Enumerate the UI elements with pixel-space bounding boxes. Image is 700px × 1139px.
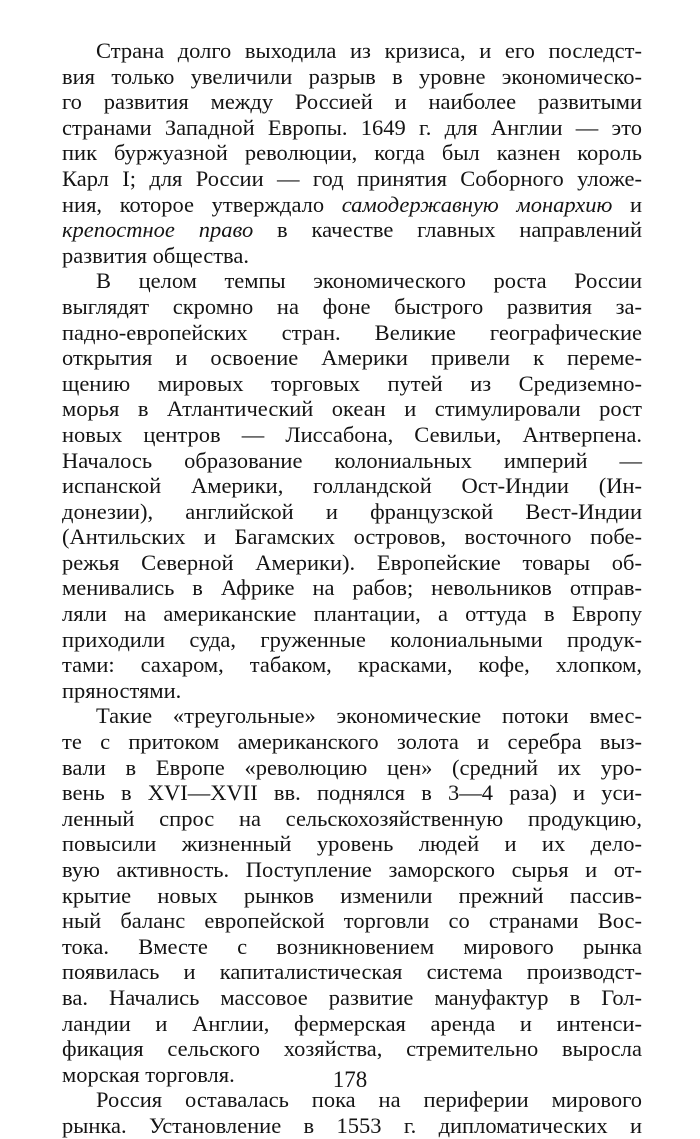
- text-line: ва. Начались массовое развитие мануфактур в Гол-: [62, 984, 642, 1010]
- text-line: рынка. Установление в 1553 г. дипломатических и: [62, 1112, 642, 1138]
- text-line: вия только увеличили разрыв в уровне экономическо-: [62, 63, 642, 89]
- text-line: Страна долго выходила из кризиса, и его последст-: [96, 38, 642, 63]
- text-line: В целом темпы экономического роста России: [96, 268, 642, 294]
- text-line: ный баланс европейской торговли со странами Вос-: [62, 908, 642, 934]
- text-line: Карл I; для России — год принятия Соборного уложе-: [62, 165, 642, 191]
- text-line: открытия и освоение Америки привели к переме-: [62, 345, 642, 371]
- text-line: крытие новых рынков изменили прежний пассив-: [62, 882, 642, 908]
- text-line: новых центров — Лиссабона, Севильи, Антверпена.: [62, 421, 642, 447]
- text-line: пряностями.: [62, 677, 182, 703]
- text-line: морья в Атлантический океан и стимулировали рост: [62, 396, 642, 422]
- text-line: тами: сахаром, табаком, красками, кофе, хлопком,: [62, 652, 642, 678]
- text-line: появилась и капиталистическая система производст-: [62, 959, 642, 985]
- text-line: крепостное право в качестве главных направлений: [62, 217, 642, 243]
- text-line: странами Западной Европы. 1649 г. для Англии — это: [62, 114, 642, 140]
- text-line: Россия оставалась пока на периферии мирового: [96, 1087, 642, 1113]
- text-line: те с притоком американского золота и серебра выз-: [62, 729, 642, 755]
- text-line: ландии и Англии, фермерская аренда и интенси-: [62, 1010, 642, 1036]
- text-line: го развития между Россией и наиболее развитыми: [62, 89, 642, 115]
- text-line: Такие «треугольные» экономические потоки вмес-: [96, 703, 642, 729]
- text-line: щению мировых торговых путей из Средиземно-: [62, 370, 642, 396]
- page-number: 178: [332, 1067, 368, 1092]
- text-line: морская торговля.: [62, 1061, 235, 1087]
- text-line: пик буржуазной революции, когда был казнен король: [62, 140, 642, 166]
- paragraph: [62, 1087, 642, 1138]
- text-line: режья Северной Америки). Европейские товары об-: [62, 549, 642, 575]
- text-line: приходили суда, груженные колониальными продук-: [62, 626, 642, 652]
- paragraph: [62, 703, 642, 1087]
- text-line: Началось образование колониальных империй —: [62, 447, 642, 473]
- text-line: ленный спрос на сельскохозяйственную продукцию,: [62, 805, 642, 831]
- text-line: ляли на американские плантации, а оттуда в Европу: [62, 601, 642, 627]
- text-line: менивались в Африке на рабов; невольников отправ-: [62, 575, 642, 601]
- text-line: развития общества.: [62, 242, 249, 268]
- text-line: падно-европейских стран. Великие географические: [62, 319, 642, 345]
- text-line: вали в Европе «революцию цен» (средний их уро-: [62, 754, 642, 780]
- text-line: тока. Вместе с возникновением мирового рынка: [62, 933, 642, 959]
- text-line: ния, которое утверждало самодержавную монархию и: [62, 191, 643, 217]
- text-line: повысили жизненный уровень людей и их дело-: [62, 831, 642, 857]
- text-line: испанской Америки, голландской Ост-Индии (Ин-: [62, 473, 642, 499]
- paragraph: [62, 38, 642, 268]
- paragraph: [62, 268, 642, 703]
- text-line: (Антильских и Багамских островов, восточного побе-: [62, 524, 642, 550]
- text-line: выглядят скромно на фоне быстрого развития за-: [62, 293, 642, 319]
- text-line: донезии), английской и французской Вест-Индии: [62, 498, 642, 524]
- text-line: вую активность. Поступление заморского сырья и от-: [62, 857, 642, 882]
- text-line: вень в XVI—XVII вв. поднялся в 3—4 раза) и уси-: [62, 780, 642, 806]
- body-text: [62, 38, 642, 1139]
- text-line: фикация сельского хозяйства, стремительно выросла: [62, 1036, 642, 1062]
